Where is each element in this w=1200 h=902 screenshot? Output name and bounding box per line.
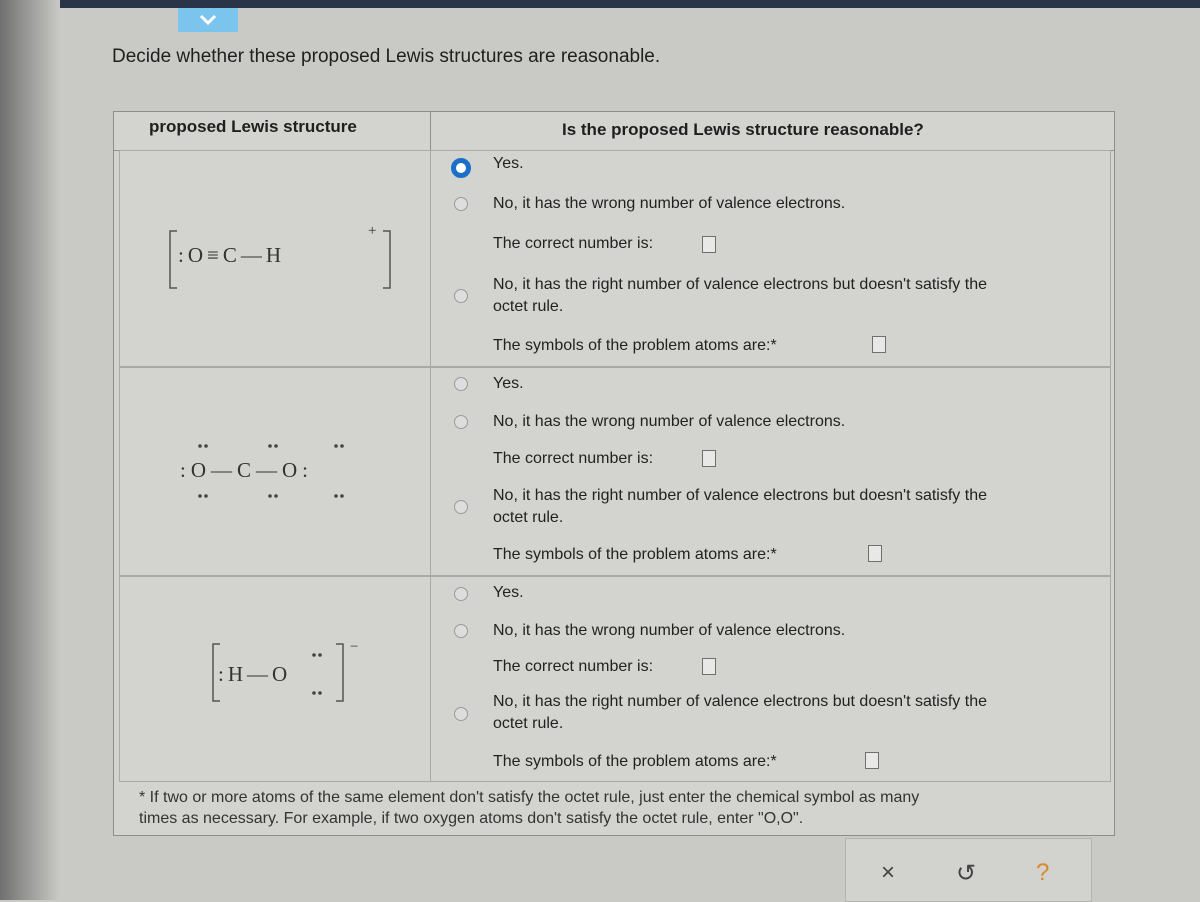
problem-atoms-label-3: The symbols of the problem atoms are:* (493, 753, 777, 770)
option-yes-1: Yes. (493, 155, 524, 172)
lewis-structure-3: :H—O (218, 662, 292, 686)
table-row-2 (119, 367, 1111, 576)
correct-number-input-1[interactable] (702, 236, 716, 253)
footnote (139, 787, 1104, 829)
help-button[interactable]: ? (1036, 859, 1050, 886)
footnote-line-2: times as necessary. For example, if two oxygen atoms don't satisfy the octet rule, enter "O,O". (139, 810, 804, 827)
option-octet-line2-1: octet rule. (493, 298, 564, 315)
charge-1: + (368, 223, 377, 239)
radio-yes-2[interactable] (454, 377, 468, 391)
structure-cell-3 (120, 577, 431, 781)
radio-wrong-electrons-1[interactable] (454, 197, 468, 211)
header-right: Is the proposed Lewis structure reasonable? (562, 120, 924, 139)
option-yes-3: Yes. (493, 584, 524, 601)
correct-number-input-3[interactable] (702, 658, 716, 675)
problem-atoms-input-2[interactable] (868, 545, 882, 562)
problem-atoms-label-2: The symbols of the problem atoms are:* (493, 546, 777, 563)
collapse-chevron-button[interactable] (178, 8, 238, 32)
correct-number-label-3: The correct number is: (493, 658, 654, 675)
problem-atoms-label-1: The symbols of the problem atoms are:* (493, 337, 777, 354)
radio-wrong-electrons-3[interactable] (454, 624, 468, 638)
radio-octet-2[interactable] (454, 500, 468, 514)
question-text: Decide whether these proposed Lewis structures are reasonable. (112, 46, 661, 67)
option-octet-line1-1: No, it has the right number of valence electrons but doesn't satisfy the (493, 276, 987, 293)
radio-wrong-electrons-2[interactable] (454, 415, 468, 429)
option-octet-line1-3: No, it has the right number of valence electrons but doesn't satisfy the (493, 693, 987, 710)
structure-cell-1 (120, 151, 431, 366)
problem-atoms-input-1[interactable] (872, 336, 886, 353)
radio-octet-1[interactable] (454, 289, 468, 303)
option-octet-line2-3: octet rule. (493, 715, 564, 732)
table-row-3 (119, 576, 1111, 782)
chevron-down-icon (198, 13, 218, 27)
table-row-1 (119, 150, 1111, 367)
lone-pair-dots (180, 438, 380, 508)
left-shade (0, 0, 60, 900)
clear-button[interactable]: × (881, 859, 896, 886)
undo-button[interactable]: ↺ (956, 860, 977, 887)
problem-atoms-input-3[interactable] (865, 752, 879, 769)
option-wrong-electrons-2: No, it has the wrong number of valence electrons. (493, 413, 846, 430)
table-header (114, 112, 1114, 151)
top-bar (0, 0, 1200, 8)
radio-octet-3[interactable] (454, 707, 468, 721)
header-divider (430, 112, 431, 150)
radio-yes-1[interactable] (451, 158, 471, 178)
correct-number-label-2: The correct number is: (493, 450, 654, 467)
option-octet-line2-2: octet rule. (493, 509, 564, 526)
answer-toolbar (845, 838, 1092, 902)
correct-number-label-1: The correct number is: (493, 235, 654, 252)
option-wrong-electrons-1: No, it has the wrong number of valence electrons. (493, 195, 846, 212)
option-octet-line1-2: No, it has the right number of valence electrons but doesn't satisfy the (493, 487, 987, 504)
footnote-line-1: * If two or more atoms of the same element don't satisfy the octet rule, just enter the chemical symbol as many (139, 789, 920, 806)
structure-cell-2 (120, 368, 431, 575)
option-wrong-electrons-3: No, it has the wrong number of valence electrons. (493, 622, 846, 639)
correct-number-input-2[interactable] (702, 450, 716, 467)
lewis-structure-2: :O—C—O: (180, 458, 314, 482)
option-yes-2: Yes. (493, 375, 524, 392)
lewis-table (113, 111, 1115, 836)
charge-3: − (350, 639, 359, 655)
radio-yes-3[interactable] (454, 587, 468, 601)
header-left: proposed Lewis structure (149, 117, 357, 136)
lewis-structure-1: :O≡C—H (178, 243, 286, 267)
